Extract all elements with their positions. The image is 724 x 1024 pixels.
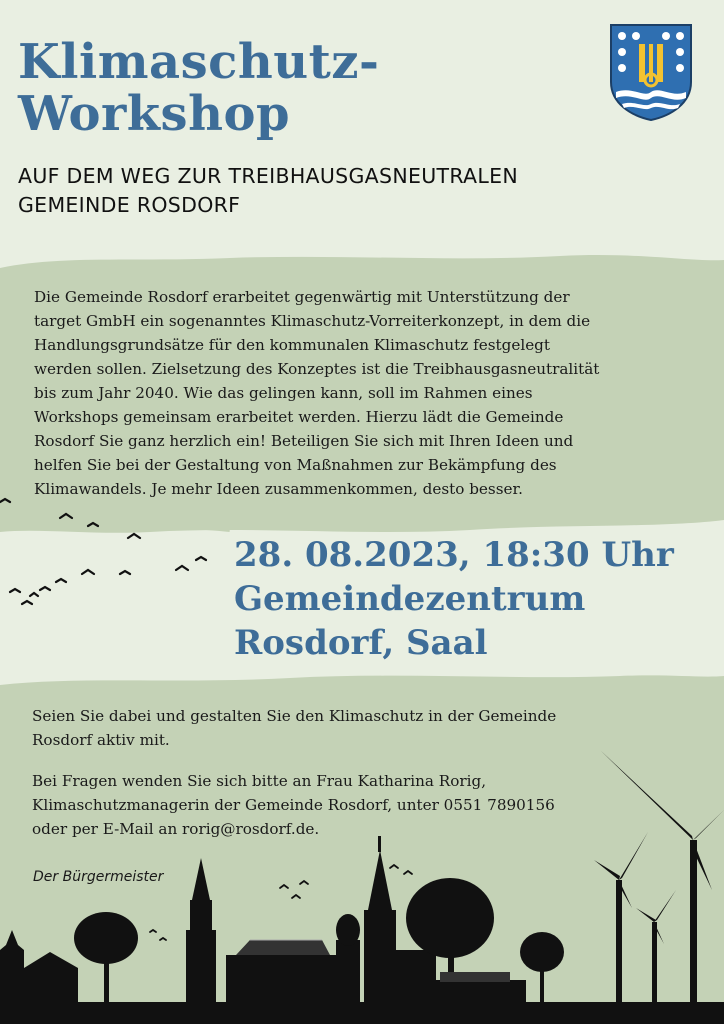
subtitle — [18, 162, 698, 220]
event-details — [234, 533, 674, 665]
event-datetime: 28. 08.2023, 18:30 Uhr — [234, 535, 674, 575]
contact-line-3: oder per E-Mail an rorig@rosdorf.de. — [32, 820, 320, 838]
contact-line-2: Klimaschutzmanagerin der Gemeinde Rosdorf, unter 0551 7890156 — [32, 796, 555, 814]
signature: Der Bürgermeister — [33, 869, 164, 885]
invite-line-1: Seien Sie dabei und gestalten Sie den Klimaschutz in der Gemeinde — [32, 707, 557, 725]
intro-line: Handlungsgrundsätze für den kommunalen Klimaschutz festgelegt — [34, 336, 551, 354]
event-venue-line-2: Rosdorf, Saal — [234, 623, 488, 663]
flying-birds-icon — [0, 490, 220, 620]
event-venue-line-1: Gemeindezentrum — [234, 579, 586, 619]
coat-of-arms-icon — [608, 22, 694, 122]
intro-line: bis zum Jahr 2040. Wie das gelingen kann, soll im Rahmen eines — [34, 384, 533, 402]
intro-line: Die Gemeinde Rosdorf erarbeitet gegenwärtig mit Unterstützung der — [34, 288, 570, 306]
title-line-2: Workshop — [18, 86, 291, 142]
title-line-1: Klimaschutz- — [18, 34, 380, 90]
town-skyline-icon — [0, 740, 724, 1024]
intro-line: Rosdorf Sie ganz herzlich ein! Beteiligen Sie sich mit Ihren Ideen und — [34, 432, 574, 450]
intro-line: target GmbH ein sogenanntes Klimaschutz-Vorreiterkonzept, in dem die — [34, 312, 591, 330]
intro-paragraph — [34, 285, 684, 501]
subtitle-line-1: AUF DEM WEG ZUR TREIBHAUSGASNEUTRALEN — [18, 164, 518, 188]
subtitle-line-2: GEMEINDE ROSDORF — [18, 193, 241, 217]
page-title — [18, 36, 379, 140]
intro-line: Klimawandels. Je mehr Ideen zusammenkommen, desto besser. — [34, 480, 523, 498]
intro-line: Workshops gemeinsam erarbeitet werden. Hierzu lädt die Gemeinde — [34, 408, 564, 426]
contact-line-1: Bei Fragen wenden Sie sich bitte an Frau Katharina Rorig, — [32, 772, 487, 790]
intro-line: helfen Sie bei der Gestaltung von Maßnahmen zur Bekämpfung des — [34, 456, 557, 474]
intro-line: werden sollen. Zielsetzung des Konzeptes ist die Treibhausgasneutralität — [34, 360, 600, 378]
invite-line-2: Rosdorf aktiv mit. — [32, 731, 170, 749]
